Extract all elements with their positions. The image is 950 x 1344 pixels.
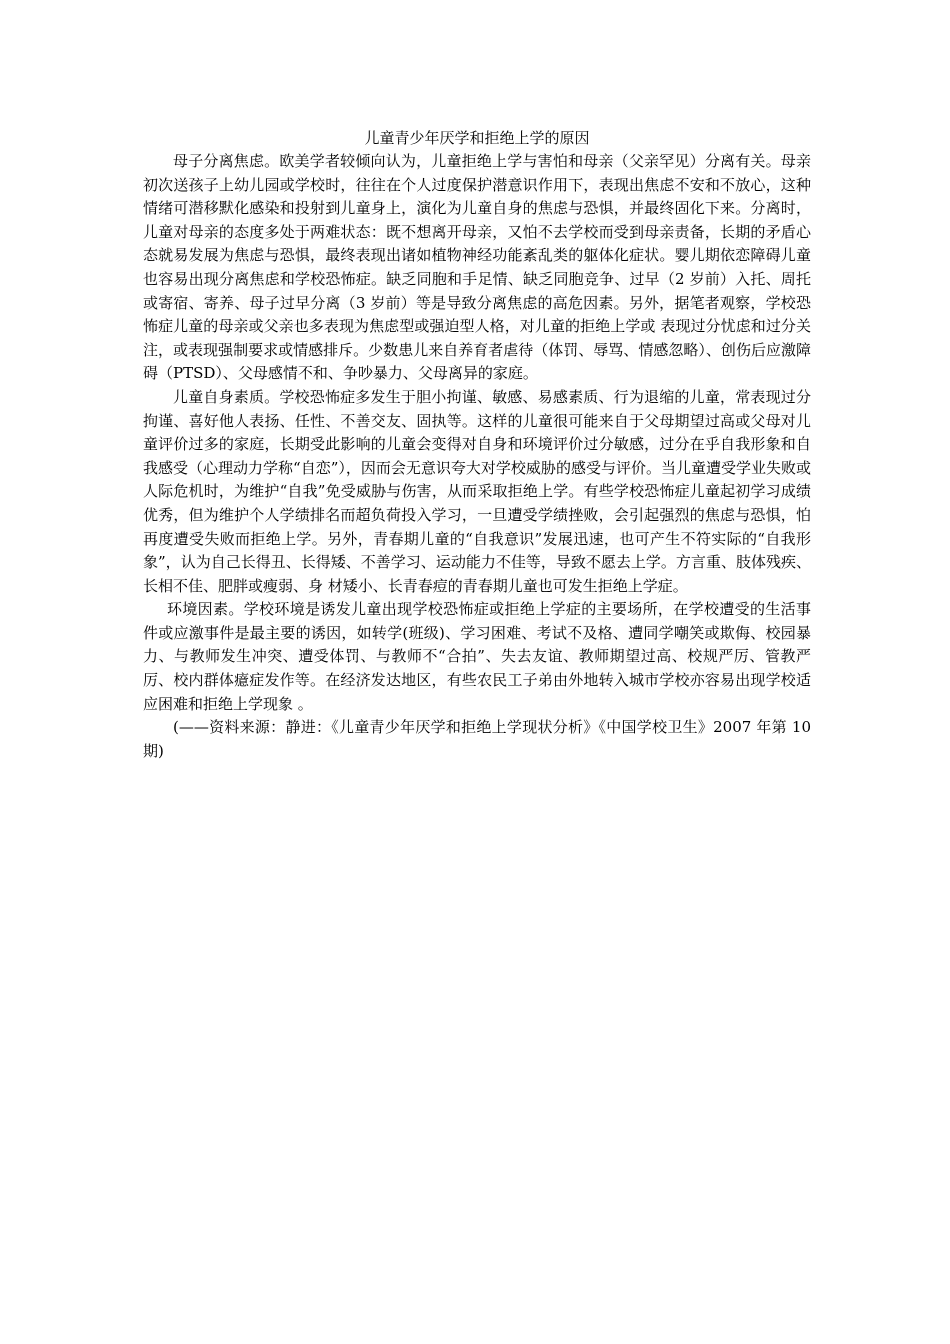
paragraph-source-citation: (——资料来源：静进：《儿童青少年厌学和拒绝上学现状分析》《中国学校卫生》2007 年第 10 期) <box>143 718 811 760</box>
paragraph-separation-anxiety: 母子分离焦虑。欧美学者较倾向认为，儿童拒绝上学与害怕和母亲（父亲罕见）分离有关。母亲初次送孩子上幼儿园或学校时，往往在个人过度保护潜意识作用下，表现出焦虑不安和不放心，这种情绪可潜移默化感染和投射到儿童身上，演化为儿童自身的焦虑与恐惧，并最终固化下来。分离时，儿童对母亲的态度多处于两难状态：既不想离开母亲，又怕不去学校而受到母亲责备，长期的矛盾心态就易发展为焦虑与恐惧，最终表现出诸如植物神经功能紊乱类的躯体化症状。婴儿期依恋障碍儿童也容易出现分离焦虑和学校恐怖症。缺乏同胞和手足情、缺乏同胞竞争、过早（2 岁前）入托、周托或寄宿、寄养、母子过早分离（3 岁前）等是导致分离焦虑的高危因素。另外，据笔者观察，学校恐怖症儿童的母亲或父亲也多表现为焦虑型或强迫型人格，对儿童的拒绝上学或 表现过分忧虑和过分关注，或表现强制要求或情感排斥。少数患儿来自养育者虐待（体罚、辱骂、情感忽略）、创伤后应激障碍（PTSD）、父母感情不和、争吵暴力、父母离异的家庭。 <box>143 152 811 383</box>
document-title: 儿童青少年厌学和拒绝上学的原因 <box>364 129 590 147</box>
paragraph-environment-factors: 环境因素。学校环境是诱发儿童出现学校恐怖症或拒绝上学症的主要场所，在学校遭受的生活事件或应激事件是最主要的诱因，如转学(班级)、学习困难、考试不及格、遭同学嘲笑或欺侮、校园暴力、与教师发生冲突、遭受体罚、与教师不“合拍”、失去友谊、教师期望过高、校规严厉、管教严厉、校内群体癔症发作等。在经济发达地区，有些农民工子弟由外地转入城市学校亦容易出现学校适应困难和拒绝上学现象 。 <box>143 600 811 713</box>
document-page <box>143 126 811 763</box>
paragraph-child-temperament: 儿童自身素质。学校恐怖症多发生于胆小拘谨、敏感、易感素质、行为退缩的儿童，常表现过分拘谨、喜好他人表扬、任性、不善交友、固执等。这样的儿童很可能来自于父母期望过高或父母对儿童评价过多的家庭，长期受此影响的儿童会变得对自身和环境评价过分敏感，过分在乎自我形象和自我感受（心理动力学称“自恋”），因而会无意识夸大对学校威胁的感受与评价。当儿童遭受学业失败或人际危机时，为维护“自我”免受威胁与伤害，从而采取拒绝上学。有些学校恐怖症儿童起初学习成绩优秀，但为维护个人学绩排名而超负荷投入学习，一旦遭受学绩挫败，会引起强烈的焦虑与恐惧，怕再度遭受失败而拒绝上学。另外，青春期儿童的“自我意识”发展迅速，也可产生不符实际的“自我形象”，认为自己长得丑、长得矮、不善学习、运动能力不佳等，导致不愿去上学。方言重、肢体残疾、长相不佳、肥胖或瘦弱、身 材矮小、长青春痘的青春期儿童也可发生拒绝上学症。 <box>143 387 811 595</box>
